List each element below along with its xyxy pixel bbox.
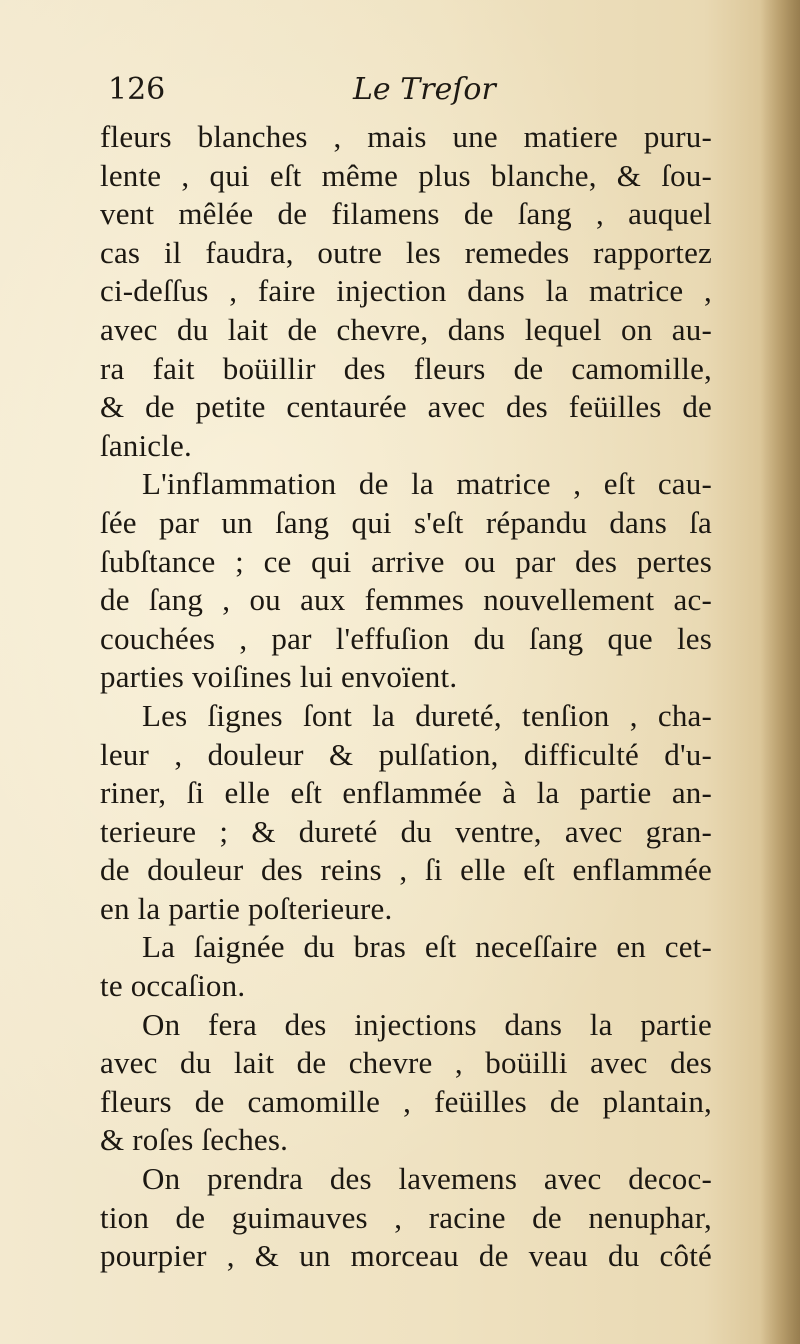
- text-line: terieure ; & dureté du ventre, avec gran-: [100, 813, 712, 849]
- text-line: tion de guimauves , racine de nenuphar,: [100, 1199, 712, 1235]
- paragraph-start-line: La ſaignée du bras eſt neceſſaire en cet-: [142, 929, 712, 965]
- paragraph-start-line: On prendra des lavemens avec decoc-: [142, 1161, 712, 1197]
- paragraph-start-line: L'inflammation de la matrice , eſt cau-: [142, 466, 712, 502]
- paragraph-end-line: te occaſion.: [100, 968, 246, 1004]
- text-line: de ſang , ou aux femmes nouvellement ac-: [100, 582, 712, 618]
- text-line: vent mêlée de filamens de ſang , auquel: [100, 196, 712, 232]
- text-line: ſée par un ſang qui s'eſt répandu dans ſa: [100, 504, 712, 540]
- paragraph-start-line: Les ſignes ſont la dureté, tenſion , cha-: [142, 697, 712, 733]
- text-line: fleurs de camomille , feüilles de plantain,: [100, 1083, 712, 1119]
- text-line: pourpier , & un morceau de veau du côté: [100, 1238, 712, 1274]
- text-line: ra fait boüillir des fleurs de camomille,: [100, 350, 712, 386]
- text-line: lente , qui eſt même plus blanche, & ſou-: [100, 157, 712, 193]
- text-line: & de petite centaurée avec des feüilles de: [100, 389, 712, 425]
- text-line: cas il faudra, outre les remedes rapportez: [100, 234, 712, 270]
- text-line: ci-deſſus , faire injection dans la matrice ,: [100, 273, 712, 309]
- text-line: riner, ſi elle eſt enflammée à la partie an-: [100, 775, 712, 811]
- paragraph-end-line: ſanicle.: [100, 427, 192, 463]
- page-spine-shadow: [760, 0, 800, 1344]
- paragraph-start-line: On fera des injections dans la partie: [142, 1006, 712, 1042]
- paragraph-end-line: en la partie poſterieure.: [100, 890, 393, 926]
- paragraph-end-line: & roſes ſeches.: [100, 1122, 289, 1158]
- text-line: avec du lait de chevre , boüilli avec des: [100, 1045, 712, 1081]
- running-head: [108, 72, 708, 116]
- text-line: ſubſtance ; ce qui arrive ou par des pertes: [100, 543, 712, 579]
- text-line: fleurs blanches , mais une matiere puru-: [100, 119, 712, 154]
- text-line: avec du lait de chevre, dans lequel on au-: [100, 311, 712, 347]
- text-line: leur , douleur & pulſation, difficulté d'u-: [100, 736, 712, 772]
- paragraph-end-line: parties voiſines lui envoïent.: [100, 659, 458, 695]
- text-line: de douleur des reins , ſi elle eſt enflammée: [100, 852, 712, 888]
- running-title: Le Treſor: [353, 72, 496, 107]
- text-line: couchées , par l'effuſion du ſang que les: [100, 620, 712, 656]
- body-text: [100, 118, 712, 1276]
- page-number: 126: [108, 72, 166, 107]
